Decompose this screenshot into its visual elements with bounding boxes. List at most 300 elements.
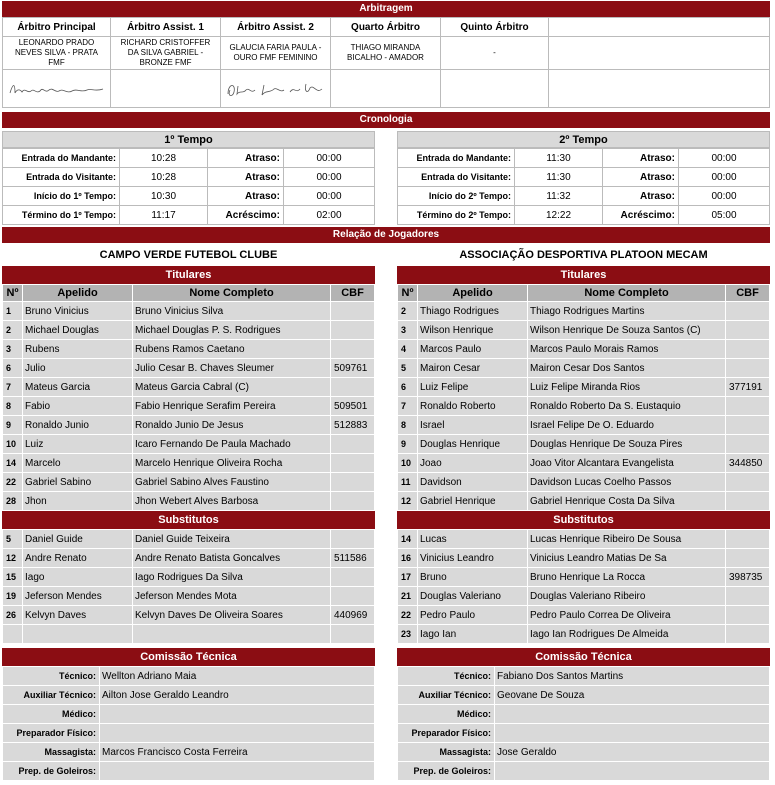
- header-quinto-arbitro: Quinto Árbitro: [441, 18, 549, 37]
- staff-row: [3, 667, 375, 686]
- player-row: [3, 492, 375, 511]
- staff-role: Auxiliar Técnico:: [3, 686, 100, 705]
- chrono-first-half: [2, 131, 375, 225]
- player-number: 10: [3, 435, 23, 454]
- player-number: 14: [398, 530, 418, 549]
- staff-name: Wellton Adriano Maia: [100, 667, 375, 686]
- player-row: [3, 340, 375, 359]
- player-full-name: Jhon Webert Alves Barbosa: [133, 492, 331, 511]
- player-nickname: Douglas Valeriano: [418, 587, 528, 606]
- player-row: [398, 549, 770, 568]
- chrono-value2: 00:00: [679, 187, 770, 206]
- player-full-name: Michael Douglas P. S. Rodrigues: [133, 321, 331, 340]
- chrono-value: 10:28: [120, 168, 208, 187]
- player-number: 6: [398, 378, 418, 397]
- titulares-header: Titulares: [2, 266, 375, 284]
- column-header: CBF: [331, 285, 375, 302]
- chrono-value2: 02:00: [284, 206, 375, 225]
- player-nickname: Luiz Felipe: [418, 378, 528, 397]
- staff-name: [100, 762, 375, 781]
- header-arbitro-assist-2: Árbitro Assist. 2: [221, 18, 331, 37]
- titulares-table: [397, 284, 770, 511]
- chrono-value: 12:22: [515, 206, 603, 225]
- player-cbf: [331, 492, 375, 511]
- player-full-name: Luiz Felipe Miranda Rios: [528, 378, 726, 397]
- staff-name: [495, 705, 770, 724]
- player-cbf: 398735: [726, 568, 770, 587]
- name-line: -: [493, 48, 496, 57]
- player-nickname: Rubens: [23, 340, 133, 359]
- player-nickname: Gabriel Sabino: [23, 473, 133, 492]
- player-full-name: Kelvyn Daves De Oliveira Soares: [133, 606, 331, 625]
- player-number: 22: [398, 606, 418, 625]
- player-row: [3, 416, 375, 435]
- player-cbf: [726, 492, 770, 511]
- column-header: Nº: [3, 285, 23, 302]
- chrono-label: Entrada do Mandante:: [398, 149, 515, 168]
- player-number: 21: [398, 587, 418, 606]
- signature-image: [224, 78, 328, 100]
- player-number: 23: [398, 625, 418, 644]
- player-cbf: [726, 549, 770, 568]
- player-cbf: 511586: [331, 549, 375, 568]
- player-cbf: [331, 587, 375, 606]
- arbitragem-names-row: [3, 37, 770, 70]
- player-full-name: Pedro Paulo Correa De Oliveira: [528, 606, 726, 625]
- player-row: [398, 321, 770, 340]
- player-number: 9: [398, 435, 418, 454]
- chrono-label2: Atraso:: [208, 187, 284, 206]
- staff-role: Técnico:: [3, 667, 100, 686]
- staff-row: [3, 686, 375, 705]
- chrono-value2: 00:00: [679, 168, 770, 187]
- header-quarto-arbitro: Quarto Árbitro: [331, 18, 441, 37]
- column-header: Apelido: [23, 285, 133, 302]
- player-cbf: [726, 473, 770, 492]
- signature-empty: [331, 70, 441, 108]
- player-full-name: Mairon Cesar Dos Santos: [528, 359, 726, 378]
- name-line: GLAUCIA FARIA PAULA -: [229, 43, 322, 52]
- player-number: 6: [3, 359, 23, 378]
- player-number: 3: [398, 321, 418, 340]
- empty-cell: [549, 37, 770, 70]
- arbitro-principal-name: [3, 37, 111, 70]
- player-cbf: [331, 435, 375, 454]
- player-nickname: Ronaldo Roberto: [418, 397, 528, 416]
- player-full-name: Marcelo Henrique Oliveira Rocha: [133, 454, 331, 473]
- player-nickname: Mateus Garcia: [23, 378, 133, 397]
- team-name: ASSOCIAÇÃO DESPORTIVA PLATOON MECAM: [397, 245, 770, 266]
- chrono-row: [3, 149, 375, 168]
- staff-name: [495, 724, 770, 743]
- chrono-value: 11:17: [120, 206, 208, 225]
- player-full-name: Fabio Henrique Serafim Pereira: [133, 397, 331, 416]
- column-header: Nº: [398, 285, 418, 302]
- player-nickname: Gabriel Henrique: [418, 492, 528, 511]
- staff-name: Jose Geraldo: [495, 743, 770, 762]
- player-full-name: Wilson Henrique De Souza Santos (C): [528, 321, 726, 340]
- signature-empty: [549, 70, 770, 108]
- chrono-value: 11:32: [515, 187, 603, 206]
- substitutos-table: [2, 529, 375, 644]
- player-full-name: Vinicius Leandro Matias De Sa: [528, 549, 726, 568]
- player-cbf: [331, 625, 375, 644]
- chrono-label2: Atraso:: [208, 168, 284, 187]
- player-cbf: [331, 378, 375, 397]
- signature-empty: [441, 70, 549, 108]
- player-cbf: [331, 530, 375, 549]
- player-row: [398, 435, 770, 454]
- staff-role: Técnico:: [398, 667, 495, 686]
- player-cbf: 440969: [331, 606, 375, 625]
- chrono-label2: Atraso:: [208, 149, 284, 168]
- chrono-label: Início do 2º Tempo:: [398, 187, 515, 206]
- chrono-second-half: [397, 131, 770, 225]
- player-nickname: Kelvyn Daves: [23, 606, 133, 625]
- player-row: [398, 492, 770, 511]
- player-number: 2: [3, 321, 23, 340]
- signature-empty: [111, 70, 221, 108]
- player-number: 16: [398, 549, 418, 568]
- player-cbf: 377191: [726, 378, 770, 397]
- player-cbf: [331, 568, 375, 587]
- player-cbf: [726, 530, 770, 549]
- arbitragem-table: [2, 17, 770, 108]
- column-header: Apelido: [418, 285, 528, 302]
- staff-role: Prep. de Goleiros:: [398, 762, 495, 781]
- player-nickname: Luiz: [23, 435, 133, 454]
- player-number: 5: [3, 530, 23, 549]
- staff-role: Médico:: [398, 705, 495, 724]
- name-line: BICALHO - AMADOR: [347, 53, 424, 62]
- player-cbf: 344850: [726, 454, 770, 473]
- player-cbf: 509501: [331, 397, 375, 416]
- player-full-name: Bruno Henrique La Rocca: [528, 568, 726, 587]
- player-full-name: Julio Cesar B. Chaves Sleumer: [133, 359, 331, 378]
- column-header: CBF: [726, 285, 770, 302]
- quinto-arbitro-name: [441, 37, 549, 70]
- player-nickname: Israel: [418, 416, 528, 435]
- player-row: [3, 606, 375, 625]
- second-half-title: 2º Tempo: [397, 131, 770, 148]
- player-full-name: Andre Renato Batista Goncalves: [133, 549, 331, 568]
- player-full-name: Daniel Guide Teixeira: [133, 530, 331, 549]
- arbitro-assist-2-name: [221, 37, 331, 70]
- player-cbf: [331, 473, 375, 492]
- signature-image: [7, 79, 107, 99]
- player-cbf: [726, 435, 770, 454]
- player-number: 8: [398, 416, 418, 435]
- player-row: [3, 625, 375, 644]
- player-row: [398, 625, 770, 644]
- player-cbf: [726, 302, 770, 321]
- player-number: 15: [3, 568, 23, 587]
- player-row: [3, 568, 375, 587]
- header-empty: [549, 18, 770, 37]
- chrono-row: [3, 168, 375, 187]
- staff-row: [398, 705, 770, 724]
- chrono-label2: Acréscimo:: [603, 206, 679, 225]
- player-cbf: [726, 625, 770, 644]
- chrono-row: [398, 206, 770, 225]
- player-number: 2: [398, 302, 418, 321]
- player-number: 28: [3, 492, 23, 511]
- staff-row: [398, 762, 770, 781]
- player-full-name: [133, 625, 331, 644]
- chrono-label: Início do 1º Tempo:: [3, 187, 120, 206]
- staff-name: [100, 705, 375, 724]
- titulares-table: [2, 284, 375, 511]
- player-nickname: Jeferson Mendes: [23, 587, 133, 606]
- player-nickname: Pedro Paulo: [418, 606, 528, 625]
- player-number: 11: [398, 473, 418, 492]
- player-full-name: Davidson Lucas Coelho Passos: [528, 473, 726, 492]
- column-header: Nome Completo: [528, 285, 726, 302]
- player-row: [3, 321, 375, 340]
- player-row: [3, 435, 375, 454]
- chrono-value: 11:30: [515, 168, 603, 187]
- comissao-table: [2, 666, 375, 781]
- player-nickname: Iago Ian: [418, 625, 528, 644]
- player-full-name: Douglas Henrique De Souza Pires: [528, 435, 726, 454]
- player-number: 12: [3, 549, 23, 568]
- player-full-name: Mateus Garcia Cabral (C): [133, 378, 331, 397]
- player-nickname: Ronaldo Junio: [23, 416, 133, 435]
- titulares-header: Titulares: [397, 266, 770, 284]
- chrono-value: 10:30: [120, 187, 208, 206]
- player-nickname: Vinicius Leandro: [418, 549, 528, 568]
- substitutos-table: [397, 529, 770, 644]
- column-header: Nome Completo: [133, 285, 331, 302]
- chrono-label2: Atraso:: [603, 149, 679, 168]
- player-number: 4: [398, 340, 418, 359]
- player-nickname: Douglas Henrique: [418, 435, 528, 454]
- chrono-label: Entrada do Visitante:: [398, 168, 515, 187]
- player-number: 17: [398, 568, 418, 587]
- staff-row: [3, 724, 375, 743]
- comissao-header: Comissão Técnica: [2, 648, 375, 666]
- player-row: [398, 473, 770, 492]
- staff-row: [3, 705, 375, 724]
- name-line: RICHARD CRISTOFFER: [120, 38, 211, 47]
- player-cbf: [726, 587, 770, 606]
- player-number: 22: [3, 473, 23, 492]
- player-cbf: [726, 397, 770, 416]
- player-number: 5: [398, 359, 418, 378]
- name-line: BRONZE FMF: [139, 58, 192, 67]
- player-full-name: Iago Ian Rodrigues De Almeida: [528, 625, 726, 644]
- chrono-value2: 00:00: [284, 149, 375, 168]
- player-number: 10: [398, 454, 418, 473]
- staff-role: Auxiliar Técnico:: [398, 686, 495, 705]
- player-full-name: Lucas Henrique Ribeiro De Sousa: [528, 530, 726, 549]
- player-nickname: Iago: [23, 568, 133, 587]
- player-nickname: Jhon: [23, 492, 133, 511]
- header-arbitro-assist-1: Árbitro Assist. 1: [111, 18, 221, 37]
- player-nickname: Marcos Paulo: [418, 340, 528, 359]
- chrono-value: 10:28: [120, 149, 208, 168]
- staff-row: [398, 743, 770, 762]
- player-cbf: [726, 606, 770, 625]
- name-line: LEONARDO PRADO: [18, 38, 95, 47]
- player-number: 19: [3, 587, 23, 606]
- substitutos-header: Substitutos: [397, 511, 770, 529]
- substitutos-header: Substitutos: [2, 511, 375, 529]
- staff-name: Fabiano Dos Santos Martins: [495, 667, 770, 686]
- name-line: DA SILVA GABRIEL -: [127, 48, 204, 57]
- player-nickname: Michael Douglas: [23, 321, 133, 340]
- player-full-name: Ronaldo Roberto Da S. Eustaquio: [528, 397, 726, 416]
- player-row: [3, 359, 375, 378]
- player-nickname: Joao: [418, 454, 528, 473]
- player-row: [398, 587, 770, 606]
- player-nickname: Davidson: [418, 473, 528, 492]
- player-full-name: Ronaldo Junio De Jesus: [133, 416, 331, 435]
- player-full-name: Iago Rodrigues Da Silva: [133, 568, 331, 587]
- arbitragem-signature-row: [3, 70, 770, 108]
- player-number: 12: [398, 492, 418, 511]
- player-cbf: [331, 340, 375, 359]
- player-row: [398, 302, 770, 321]
- staff-role: Preparador Físico:: [398, 724, 495, 743]
- player-row: [398, 454, 770, 473]
- player-full-name: Rubens Ramos Caetano: [133, 340, 331, 359]
- player-cbf: [726, 416, 770, 435]
- header-arbitro-principal: Árbitro Principal: [3, 18, 111, 37]
- chrono-value2: 00:00: [284, 168, 375, 187]
- staff-row: [398, 667, 770, 686]
- player-nickname: Bruno: [418, 568, 528, 587]
- team-name: CAMPO VERDE FUTEBOL CLUBE: [2, 245, 375, 266]
- player-nickname: Thiago Rodrigues: [418, 302, 528, 321]
- chrono-label2: Atraso:: [603, 187, 679, 206]
- signature-arbitro-assist-2: [221, 70, 331, 108]
- column-header-row: [3, 285, 375, 302]
- player-row: [3, 530, 375, 549]
- player-nickname: Marcelo: [23, 454, 133, 473]
- player-number: 3: [3, 340, 23, 359]
- staff-name: [100, 724, 375, 743]
- staff-role: Médico:: [3, 705, 100, 724]
- chrono-label2: Acréscimo:: [208, 206, 284, 225]
- player-nickname: Fabio: [23, 397, 133, 416]
- team-home: [2, 245, 375, 781]
- staff-role: Preparador Físico:: [3, 724, 100, 743]
- player-cbf: [331, 454, 375, 473]
- player-nickname: Mairon Cesar: [418, 359, 528, 378]
- chrono-value2: 00:00: [679, 149, 770, 168]
- player-full-name: Icaro Fernando De Paula Machado: [133, 435, 331, 454]
- player-number: 7: [398, 397, 418, 416]
- player-row: [398, 530, 770, 549]
- player-full-name: Marcos Paulo Morais Ramos: [528, 340, 726, 359]
- comissao-header: Comissão Técnica: [397, 648, 770, 666]
- player-full-name: Jeferson Mendes Mota: [133, 587, 331, 606]
- staff-name: Geovane De Souza: [495, 686, 770, 705]
- player-nickname: Julio: [23, 359, 133, 378]
- player-row: [3, 397, 375, 416]
- chrono-row: [3, 206, 375, 225]
- player-number: 26: [3, 606, 23, 625]
- player-number: 9: [3, 416, 23, 435]
- chrono-value: 11:30: [515, 149, 603, 168]
- name-line: NEVES SILVA - PRATA: [15, 48, 98, 57]
- team-away: [397, 245, 770, 781]
- chrono-label: Entrada do Mandante:: [3, 149, 120, 168]
- chrono-row: [3, 187, 375, 206]
- player-full-name: Israel Felipe De O. Eduardo: [528, 416, 726, 435]
- player-full-name: Thiago Rodrigues Martins: [528, 302, 726, 321]
- first-half-title: 1º Tempo: [2, 131, 375, 148]
- player-cbf: [726, 340, 770, 359]
- staff-name: Ailton Jose Geraldo Leandro: [100, 686, 375, 705]
- staff-row: [398, 686, 770, 705]
- staff-role: Prep. de Goleiros:: [3, 762, 100, 781]
- player-cbf: 512883: [331, 416, 375, 435]
- staff-name: [495, 762, 770, 781]
- relacao-header: Relação de Jogadores: [2, 227, 770, 243]
- player-full-name: Gabriel Henrique Costa Da Silva: [528, 492, 726, 511]
- player-row: [398, 397, 770, 416]
- player-number: 14: [3, 454, 23, 473]
- player-row: [3, 549, 375, 568]
- staff-name: Marcos Francisco Costa Ferreira: [100, 743, 375, 762]
- chrono-label: Entrada do Visitante:: [3, 168, 120, 187]
- name-line: OURO FMF FEMININO: [233, 53, 318, 62]
- player-number: [3, 625, 23, 644]
- player-nickname: Andre Renato: [23, 549, 133, 568]
- arbitro-assist-1-name: [111, 37, 221, 70]
- player-row: [398, 416, 770, 435]
- player-nickname: [23, 625, 133, 644]
- player-full-name: Joao Vitor Alcantara Evangelista: [528, 454, 726, 473]
- player-number: 7: [3, 378, 23, 397]
- chrono-label: Término do 1º Tempo:: [3, 206, 120, 225]
- staff-row: [3, 743, 375, 762]
- staff-row: [3, 762, 375, 781]
- chrono-row: [398, 187, 770, 206]
- name-line: FMF: [48, 58, 65, 67]
- player-row: [398, 378, 770, 397]
- player-full-name: Gabriel Sabino Alves Faustino: [133, 473, 331, 492]
- player-number: 8: [3, 397, 23, 416]
- player-row: [3, 473, 375, 492]
- chrono-label2: Atraso:: [603, 168, 679, 187]
- player-nickname: Wilson Henrique: [418, 321, 528, 340]
- player-nickname: Daniel Guide: [23, 530, 133, 549]
- chrono-value2: 00:00: [284, 187, 375, 206]
- player-row: [3, 302, 375, 321]
- staff-role: Massagista:: [3, 743, 100, 762]
- staff-row: [398, 724, 770, 743]
- comissao-table: [397, 666, 770, 781]
- column-header-row: [398, 285, 770, 302]
- player-nickname: Bruno Vinicius: [23, 302, 133, 321]
- player-row: [398, 340, 770, 359]
- player-cbf: [726, 359, 770, 378]
- player-row: [398, 606, 770, 625]
- player-row: [398, 568, 770, 587]
- chrono-row: [398, 149, 770, 168]
- signature-arbitro-principal: [3, 70, 111, 108]
- player-cbf: [331, 302, 375, 321]
- player-row: [3, 454, 375, 473]
- player-cbf: [331, 321, 375, 340]
- player-row: [3, 378, 375, 397]
- staff-role: Massagista:: [398, 743, 495, 762]
- name-line: THIAGO MIRANDA: [350, 43, 421, 52]
- player-row: [398, 359, 770, 378]
